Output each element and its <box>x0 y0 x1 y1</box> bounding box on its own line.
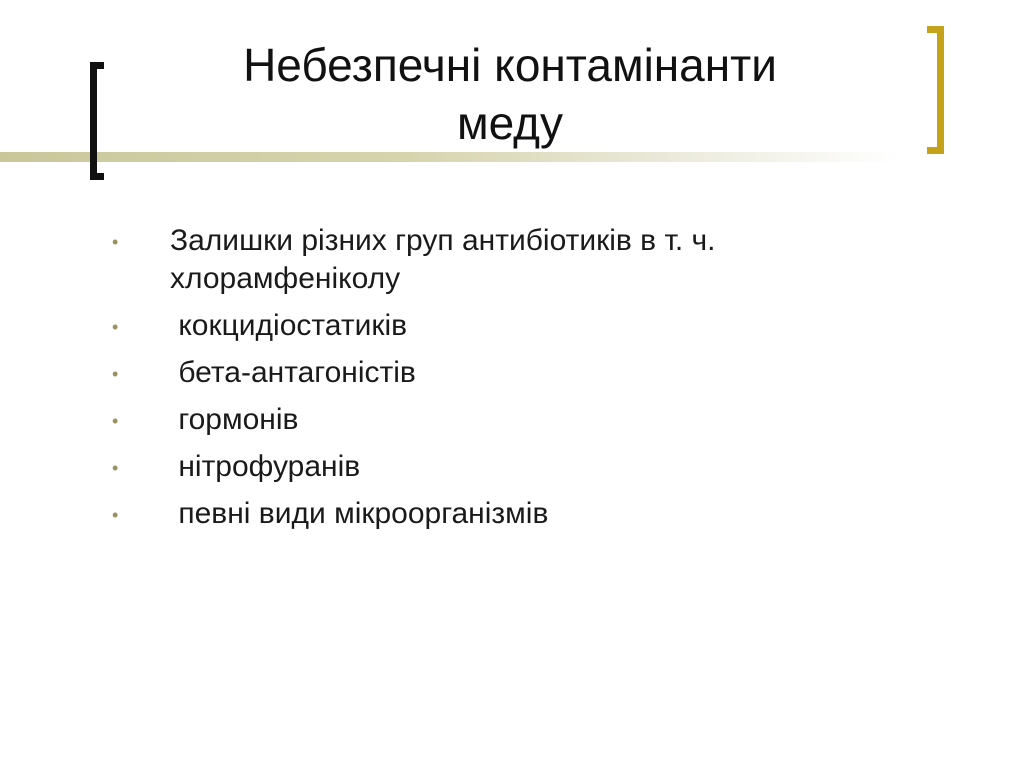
bullet-item <box>112 222 932 298</box>
bullet-icon: • <box>112 232 119 252</box>
bullet-list <box>112 222 932 542</box>
bullet-item <box>112 354 932 392</box>
title-line-2: меду <box>456 97 564 149</box>
bullet-text: певні види мікроорганізмів <box>170 497 549 530</box>
bullet-item <box>112 448 932 486</box>
bullet-text: нітрофуранів <box>170 450 361 483</box>
bullet-icon: • <box>112 458 119 478</box>
bullet-icon: • <box>112 411 119 431</box>
bullet-item <box>112 401 932 439</box>
right-bracket-decoration <box>927 26 944 154</box>
bullet-text: Залишки різних груп антибіотиків в т. ч. хлорамфеніколу <box>170 224 716 295</box>
title-rule <box>0 152 900 162</box>
bullet-text: гормонів <box>170 403 299 436</box>
bullet-icon: • <box>112 505 119 525</box>
slide-title <box>130 36 890 152</box>
bullet-text: бета-антагоністів <box>170 356 416 389</box>
bullet-item <box>112 495 932 533</box>
bullet-item <box>112 307 932 345</box>
bullet-text: кокцидіостатиків <box>170 309 408 342</box>
bullet-icon: • <box>112 317 119 337</box>
bullet-icon: • <box>112 364 119 384</box>
left-bracket-decoration <box>90 62 104 180</box>
title-line-1: Небезпечні контамінанти <box>243 39 777 91</box>
